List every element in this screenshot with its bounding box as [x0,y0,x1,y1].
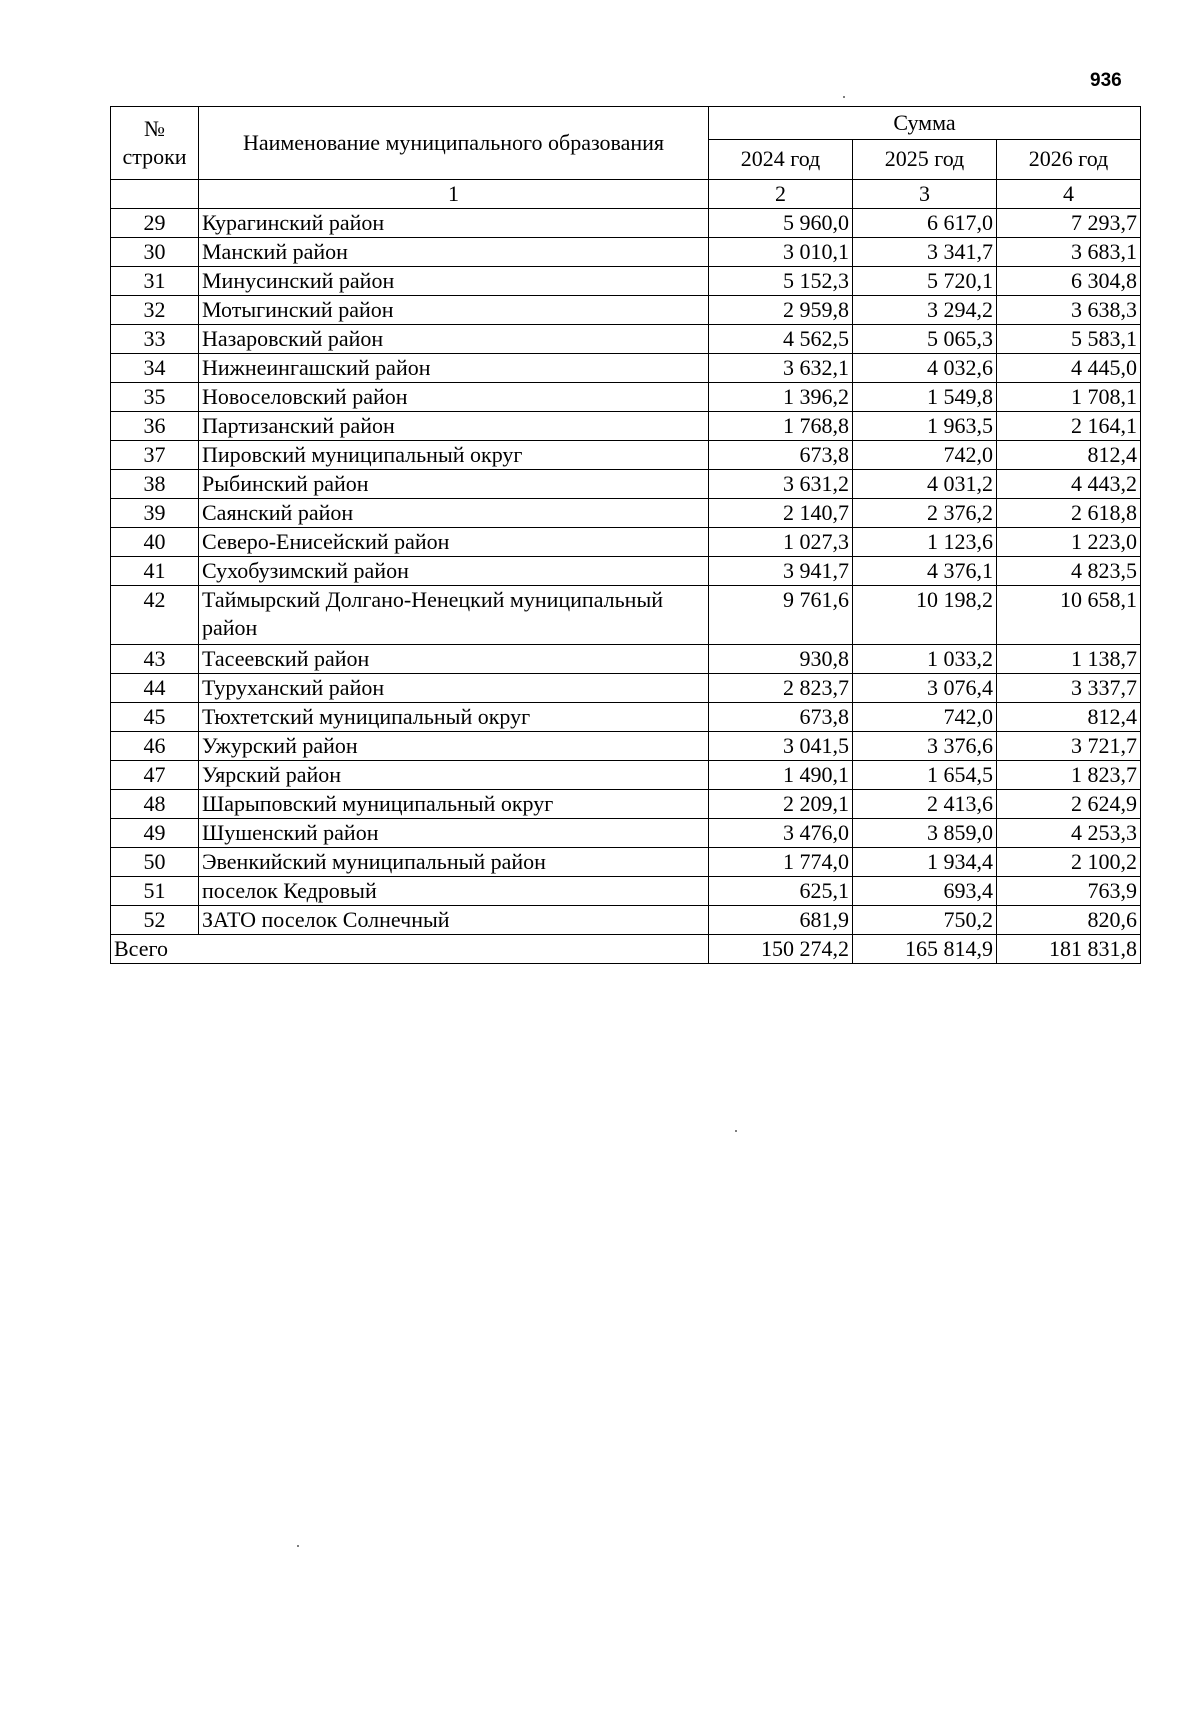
total-2025: 165 814,9 [853,935,997,964]
table-row [111,732,1141,761]
column-number-row [111,180,1141,209]
table-row [111,877,1141,906]
name-header: Наименование муниципального образования [199,107,709,180]
value-2024: 673,8 [709,703,853,732]
value-2026: 3 683,1 [997,238,1141,267]
value-2026: 3 721,7 [997,732,1141,761]
table-row [111,412,1141,441]
table-row [111,209,1141,238]
row-number: 43 [111,645,199,674]
sum-header: Сумма [709,107,1141,140]
value-2024: 2 823,7 [709,674,853,703]
row-number: 39 [111,499,199,528]
municipality-name: Эвенкийский муниципальный район [199,848,709,877]
table-row [111,557,1141,586]
year-header-2025: 2025 год [853,139,997,179]
table-row [111,790,1141,819]
table-row [111,906,1141,935]
value-2025: 742,0 [853,441,997,470]
value-2024: 4 562,5 [709,325,853,354]
scan-speck [297,1545,299,1547]
municipality-name: Ужурский район [199,732,709,761]
value-2025: 6 617,0 [853,209,997,238]
value-2024: 3 631,2 [709,470,853,499]
municipality-name: Назаровский район [199,325,709,354]
municipality-name: Мотыгинский район [199,296,709,325]
value-2026: 4 443,2 [997,470,1141,499]
table-row [111,383,1141,412]
value-2025: 1 963,5 [853,412,997,441]
page-number: 936 [1090,70,1122,91]
table-row [111,325,1141,354]
column-number-blank [111,180,199,209]
municipality-name: Шушенский район [199,819,709,848]
value-2024: 2 140,7 [709,499,853,528]
scan-speck [735,1130,737,1132]
value-2026: 4 445,0 [997,354,1141,383]
row-number: 36 [111,412,199,441]
value-2024: 1 490,1 [709,761,853,790]
municipality-name: Туруханский район [199,674,709,703]
row-number: 37 [111,441,199,470]
value-2026: 2 624,9 [997,790,1141,819]
scan-speck [843,96,845,98]
value-2025: 4 031,2 [853,470,997,499]
value-2026: 4 823,5 [997,557,1141,586]
value-2026: 812,4 [997,441,1141,470]
value-2025: 3 294,2 [853,296,997,325]
value-2024: 3 476,0 [709,819,853,848]
value-2025: 4 032,6 [853,354,997,383]
row-number: 50 [111,848,199,877]
table-row [111,267,1141,296]
header-row-top [111,107,1141,140]
value-2025: 4 376,1 [853,557,997,586]
year-header-2024: 2024 год [709,139,853,179]
table-row [111,470,1141,499]
municipality-name: Шарыповский муниципальный округ [199,790,709,819]
municipality-name: Уярский район [199,761,709,790]
year-header-2026: 2026 год [997,139,1141,179]
value-2026: 1 823,7 [997,761,1141,790]
value-2026: 763,9 [997,877,1141,906]
value-2026: 2 100,2 [997,848,1141,877]
table-row [111,586,1141,645]
value-2026: 1 708,1 [997,383,1141,412]
value-2024: 3 041,5 [709,732,853,761]
column-number-2: 2 [709,180,853,209]
value-2026: 820,6 [997,906,1141,935]
municipality-name: Тасеевский район [199,645,709,674]
municipality-name: Саянский район [199,499,709,528]
municipality-name: Манский район [199,238,709,267]
row-number: 49 [111,819,199,848]
value-2024: 9 761,6 [709,586,853,645]
value-2026: 6 304,8 [997,267,1141,296]
value-2025: 742,0 [853,703,997,732]
row-number-symbol: № [144,116,165,141]
row-number: 34 [111,354,199,383]
value-2024: 3 941,7 [709,557,853,586]
row-number: 33 [111,325,199,354]
table-row [111,819,1141,848]
value-2024: 1 396,2 [709,383,853,412]
row-number: 29 [111,209,199,238]
value-2024: 673,8 [709,441,853,470]
table-row [111,848,1141,877]
municipality-name: Рыбинский район [199,470,709,499]
column-number-1: 1 [199,180,709,209]
value-2024: 1 768,8 [709,412,853,441]
column-number-3: 3 [853,180,997,209]
row-number: 47 [111,761,199,790]
table-row [111,238,1141,267]
value-2025: 3 376,6 [853,732,997,761]
table-row [111,703,1141,732]
municipality-name: Тюхтетский муниципальный округ [199,703,709,732]
table-row [111,761,1141,790]
value-2026: 4 253,3 [997,819,1141,848]
total-2024: 150 274,2 [709,935,853,964]
value-2024: 5 960,0 [709,209,853,238]
value-2024: 2 209,1 [709,790,853,819]
value-2024: 5 152,3 [709,267,853,296]
value-2026: 1 223,0 [997,528,1141,557]
value-2024: 3 632,1 [709,354,853,383]
value-2026: 1 138,7 [997,645,1141,674]
row-number: 45 [111,703,199,732]
municipality-name: Партизанский район [199,412,709,441]
row-number: 41 [111,557,199,586]
row-number: 32 [111,296,199,325]
municipality-name: Северо-Енисейский район [199,528,709,557]
table-row [111,441,1141,470]
value-2025: 3 341,7 [853,238,997,267]
row-number: 46 [111,732,199,761]
row-number: 51 [111,877,199,906]
table-row [111,674,1141,703]
value-2025: 1 033,2 [853,645,997,674]
value-2025: 1 549,8 [853,383,997,412]
municipality-name: Сухобузимский район [199,557,709,586]
value-2025: 2 376,2 [853,499,997,528]
budget-table [110,106,1141,964]
row-number: 31 [111,267,199,296]
row-number: 48 [111,790,199,819]
municipality-name: Новоселовский район [199,383,709,412]
value-2024: 930,8 [709,645,853,674]
value-2025: 5 720,1 [853,267,997,296]
row-number-header [111,107,199,180]
value-2025: 3 076,4 [853,674,997,703]
table-row [111,499,1141,528]
value-2025: 693,4 [853,877,997,906]
value-2025: 750,2 [853,906,997,935]
value-2025: 1 123,6 [853,528,997,557]
table-row [111,296,1141,325]
value-2025: 10 198,2 [853,586,997,645]
value-2025: 1 934,4 [853,848,997,877]
municipality-name: Курагинский район [199,209,709,238]
value-2024: 681,9 [709,906,853,935]
table-row [111,645,1141,674]
municipality-name: ЗАТО поселок Солнечный [199,906,709,935]
row-number: 42 [111,586,199,645]
value-2024: 1 027,3 [709,528,853,557]
value-2026: 812,4 [997,703,1141,732]
value-2025: 1 654,5 [853,761,997,790]
value-2026: 10 658,1 [997,586,1141,645]
value-2025: 2 413,6 [853,790,997,819]
total-row [111,935,1141,964]
column-number-4: 4 [997,180,1141,209]
row-number-label: строки [122,144,187,169]
row-number: 52 [111,906,199,935]
value-2024: 3 010,1 [709,238,853,267]
value-2026: 5 583,1 [997,325,1141,354]
value-2024: 1 774,0 [709,848,853,877]
row-number: 38 [111,470,199,499]
municipality-name: Таймырский Долгано-Ненецкий муниципальный район [199,586,709,645]
municipality-name: Пировский муниципальный округ [199,441,709,470]
value-2025: 3 859,0 [853,819,997,848]
municipality-name: Минусинский район [199,267,709,296]
table-row [111,354,1141,383]
total-2026: 181 831,8 [997,935,1141,964]
row-number: 40 [111,528,199,557]
value-2026: 3 337,7 [997,674,1141,703]
value-2026: 7 293,7 [997,209,1141,238]
value-2026: 3 638,3 [997,296,1141,325]
value-2024: 2 959,8 [709,296,853,325]
value-2026: 2 164,1 [997,412,1141,441]
municipality-name: Нижнеингашский район [199,354,709,383]
value-2025: 5 065,3 [853,325,997,354]
value-2026: 2 618,8 [997,499,1141,528]
municipality-name: поселок Кедровый [199,877,709,906]
value-2024: 625,1 [709,877,853,906]
total-label: Всего [111,935,709,964]
table-row [111,528,1141,557]
row-number: 30 [111,238,199,267]
row-number: 44 [111,674,199,703]
row-number: 35 [111,383,199,412]
